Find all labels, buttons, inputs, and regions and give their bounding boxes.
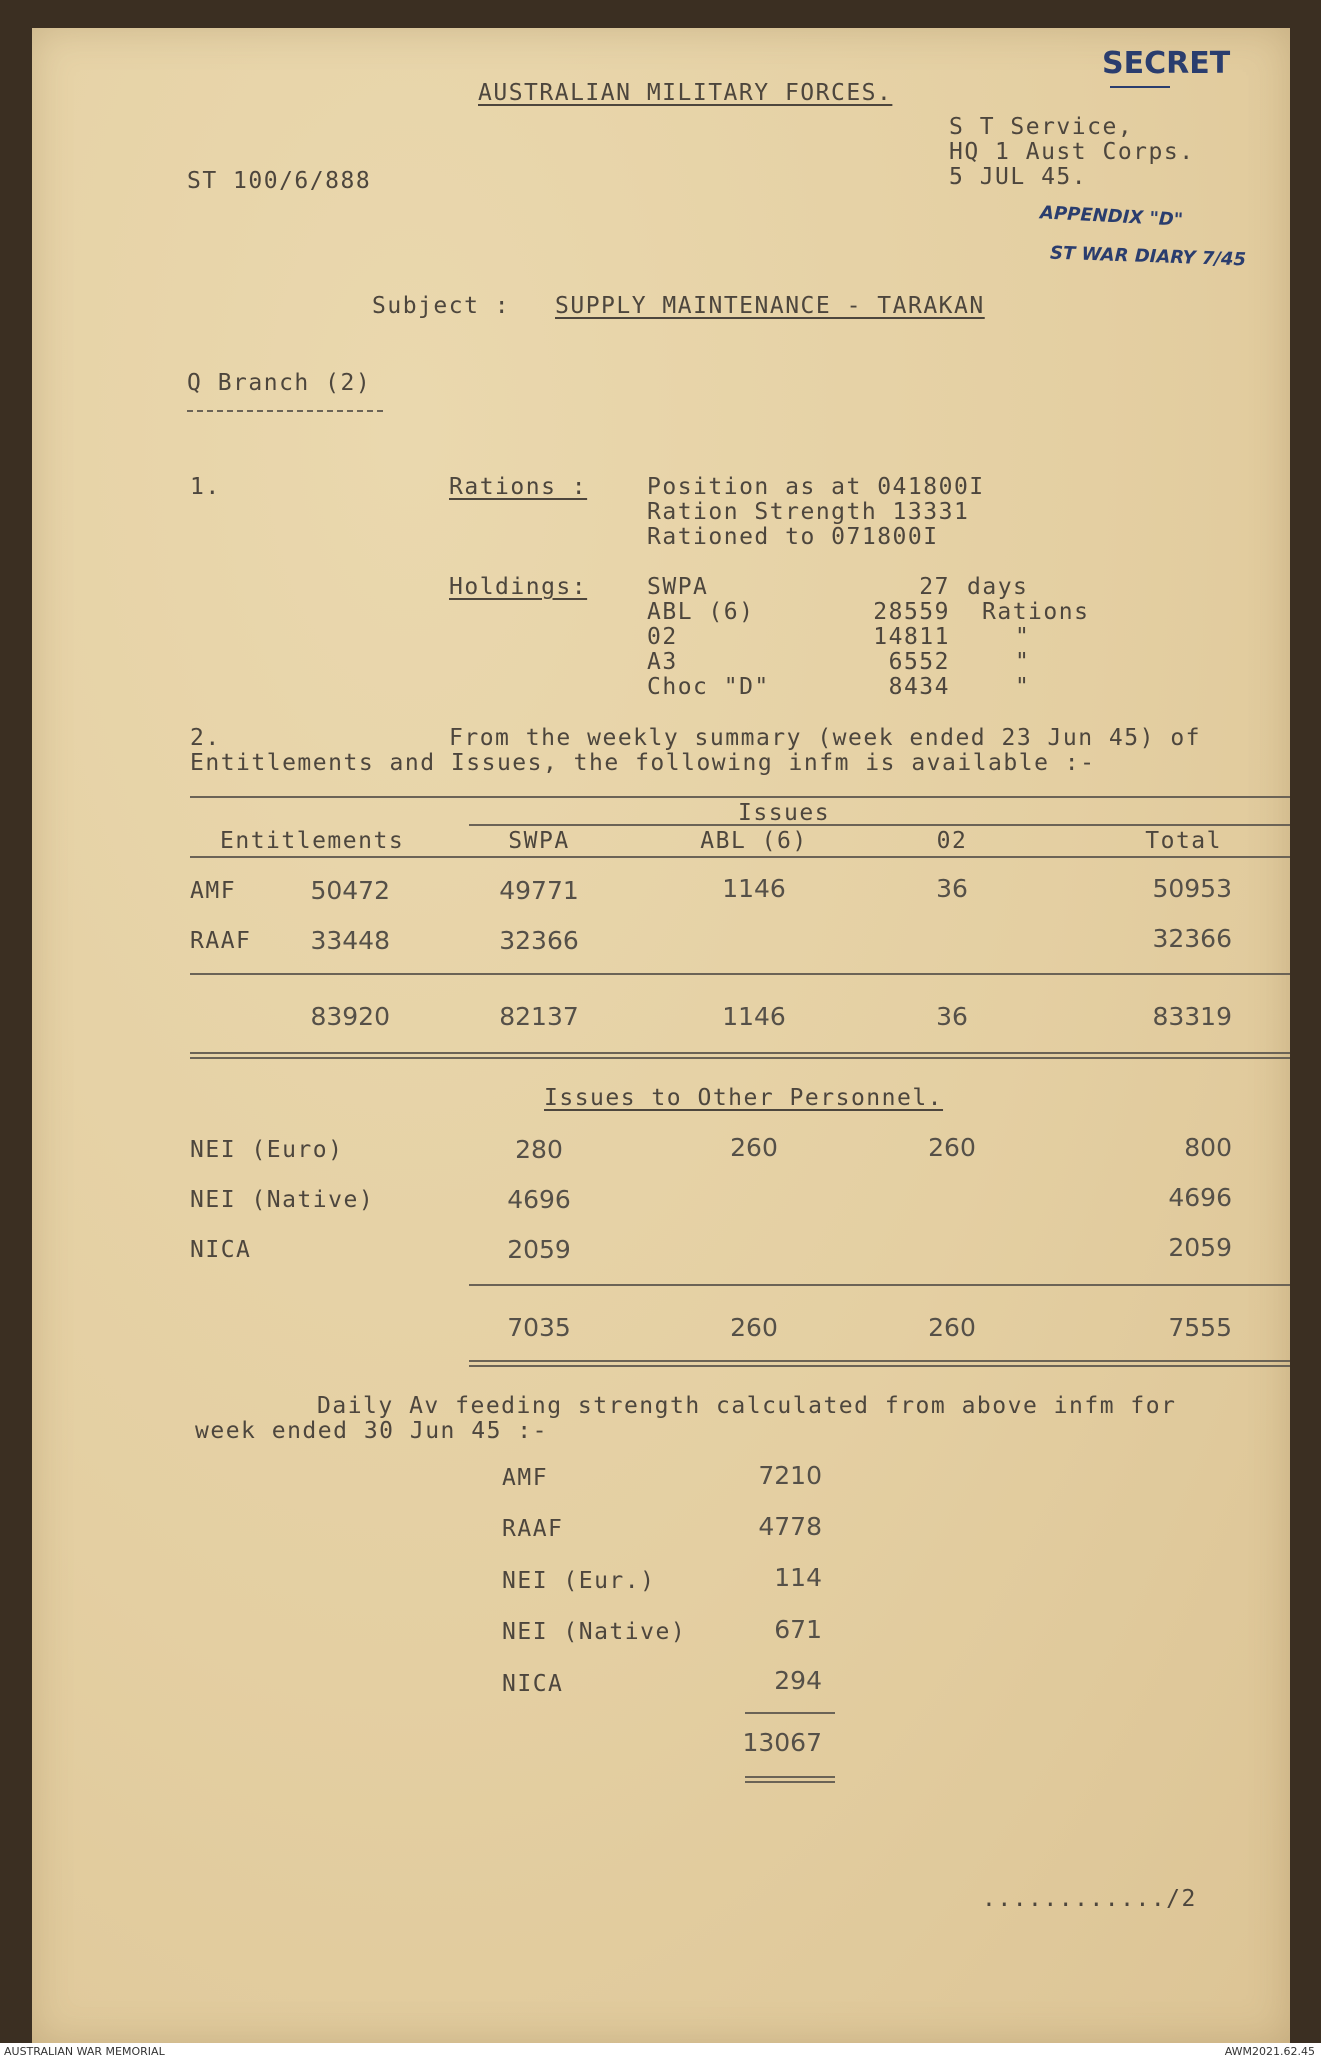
other-total-total: 7555 <box>1168 1313 1232 1342</box>
holding-item: ABL (6) <box>647 599 755 625</box>
daily-value: 114 <box>774 1563 822 1592</box>
holding-qty: 14811 <box>873 624 950 650</box>
document-page <box>32 28 1290 2043</box>
total-swpa: 82137 <box>499 1002 579 1031</box>
subject-text: SUPPLY MAINTENANCE - TARAKAN <box>555 293 985 319</box>
daily-value: 7210 <box>758 1461 822 1490</box>
cell-total: 2059 <box>1168 1233 1232 1262</box>
archive-caption-bar <box>0 2043 1321 2061</box>
rations-line-3: Rationed to 071800I <box>647 524 939 550</box>
daily-value: 4778 <box>758 1512 822 1541</box>
cell-swpa: 32366 <box>499 926 579 955</box>
holding-item: 02 <box>647 624 678 650</box>
section-2-number: 2. <box>190 725 221 751</box>
daily-intro-1: Daily Av feeding strength calculated from above infm for <box>317 1393 1177 1419</box>
column-header: SWPA <box>508 828 570 854</box>
column-header: ABL (6) <box>700 828 808 854</box>
holdings-label: Holdings: <box>449 574 588 600</box>
holding-unit: " <box>1015 624 1031 650</box>
cell-total: 32366 <box>1152 924 1232 953</box>
other-total-swpa: 7035 <box>507 1313 571 1342</box>
secret-stamp: SECRET <box>1102 46 1231 81</box>
column-header: Total <box>1145 828 1222 854</box>
cell-total: 4696 <box>1168 1183 1232 1212</box>
holding-item: Choc "D" <box>647 674 770 700</box>
from-line-1: S T Service, <box>949 114 1134 140</box>
daily-label: NEI (Eur.) <box>502 1568 656 1594</box>
row-label: NEI (Euro) <box>190 1137 344 1163</box>
other-subtotal-rule <box>469 1284 1290 1286</box>
holding-qty: 6552 <box>888 649 950 675</box>
row-label: NICA <box>190 1237 252 1263</box>
rations-line-2: Ration Strength 13331 <box>647 499 970 525</box>
other-personnel-heading-text: Issues to Other Personnel. <box>544 1085 944 1111</box>
cell-entitlement: 50472 <box>310 876 390 905</box>
daily-value: 671 <box>774 1615 822 1644</box>
holding-unit: " <box>1015 649 1031 675</box>
daily-sum-rule <box>745 1712 835 1714</box>
column-header: 02 <box>936 828 968 854</box>
archive-left-label: AUSTRALIAN WAR MEMORIAL <box>4 2045 165 2058</box>
daily-label: RAAF <box>502 1516 564 1542</box>
other-totals-double-rule <box>469 1360 1290 1367</box>
addressee-underline <box>187 410 383 412</box>
rations-label: Rations : <box>449 474 588 500</box>
cell-swpa: 280 <box>515 1135 563 1164</box>
other-personnel-heading <box>544 1085 943 1111</box>
secret-underline <box>1110 86 1170 88</box>
table-top-rule <box>190 796 1290 798</box>
continuation-marker: ............/2 <box>982 1886 1197 1912</box>
daily-label: AMF <box>502 1465 549 1491</box>
daily-label: NICA <box>502 1671 564 1697</box>
reference-number: ST 100/6/888 <box>187 168 372 194</box>
section-2-intro-1: From the weekly summary (week ended 23 Jun 45) of <box>449 725 1202 751</box>
war-diary-annotation: ST WAR DIARY 7/45 <box>1049 242 1247 271</box>
cell-total: 800 <box>1184 1133 1232 1162</box>
holding-unit: days <box>967 574 1029 600</box>
section-2-intro-2: Entitlements and Issues, the following infm is available :- <box>190 750 1096 776</box>
daily-label: NEI (Native) <box>502 1619 687 1645</box>
totals-double-rule <box>190 1052 1290 1059</box>
cell-swpa: 49771 <box>499 876 579 905</box>
cell-swpa: 4696 <box>507 1185 571 1214</box>
cell-o2: 260 <box>928 1133 976 1162</box>
other-total-o2: 260 <box>928 1313 976 1342</box>
daily-total: 13067 <box>742 1728 822 1757</box>
total-total: 83319 <box>1152 1002 1232 1031</box>
subject-label: Subject : <box>372 293 511 319</box>
holding-qty: 28559 <box>873 599 950 625</box>
holding-item: SWPA <box>647 574 709 600</box>
row-label: AMF <box>190 878 237 904</box>
section-1-number: 1. <box>190 474 221 500</box>
cell-swpa: 2059 <box>507 1235 571 1264</box>
from-line-2: HQ 1 Aust Corps. <box>949 139 1195 165</box>
holding-qty: 8434 <box>888 674 950 700</box>
rations-line-1: Position as at 041800I <box>647 474 985 500</box>
other-total-abl: 260 <box>730 1313 778 1342</box>
holding-qty: 27 <box>919 574 950 600</box>
cell-total: 50953 <box>1152 874 1232 903</box>
cell-abl: 260 <box>730 1133 778 1162</box>
total-entitlement: 83920 <box>310 1002 390 1031</box>
holding-unit: " <box>1015 674 1031 700</box>
from-line-3: 5 JUL 45. <box>949 164 1088 190</box>
cell-entitlement: 33448 <box>310 926 390 955</box>
archive-right-label: AWM2021.62.45 <box>1224 2045 1315 2058</box>
subtotal-rule <box>190 973 1290 975</box>
column-header: Entitlements <box>220 828 405 854</box>
cell-abl: 1146 <box>722 874 786 903</box>
appendix-annotation: APPENDIX "D" <box>1039 202 1184 231</box>
cell-o2: 36 <box>936 874 968 903</box>
holding-unit: Rations <box>982 599 1090 625</box>
daily-total-double-rule <box>745 1776 835 1783</box>
issues-rule <box>469 824 1290 826</box>
header-bottom-rule <box>190 856 1290 858</box>
document-title: AUSTRALIAN MILITARY FORCES. <box>478 80 893 106</box>
row-label: NEI (Native) <box>190 1187 375 1213</box>
issues-header: Issues <box>738 800 831 826</box>
total-o2: 36 <box>936 1002 968 1031</box>
daily-intro-2: week ended 30 Jun 45 :- <box>195 1418 548 1444</box>
total-abl: 1146 <box>722 1002 786 1031</box>
row-label: RAAF <box>190 928 252 954</box>
holding-item: A3 <box>647 649 678 675</box>
addressee: Q Branch (2) <box>187 370 372 396</box>
daily-value: 294 <box>774 1666 822 1695</box>
